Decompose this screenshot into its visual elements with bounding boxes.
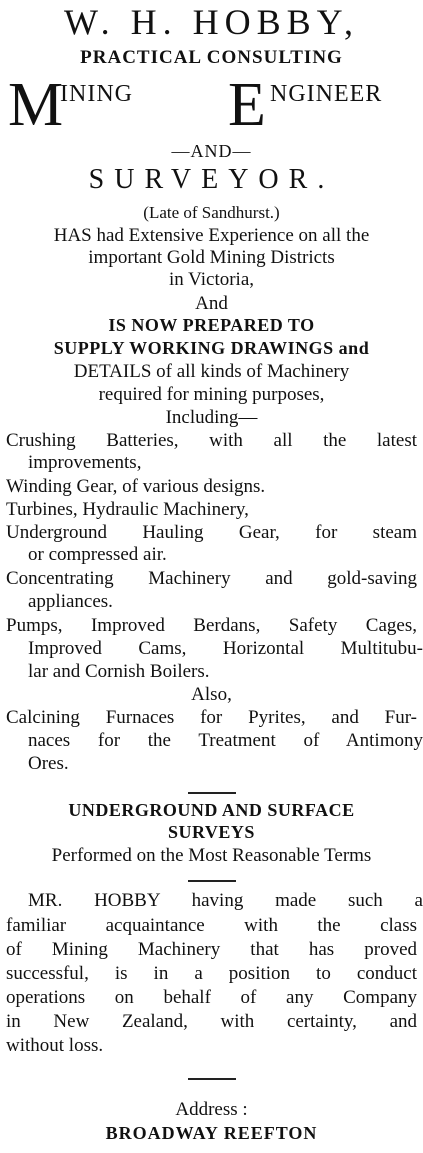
mining-engineer-heading <box>0 71 423 139</box>
divider <box>188 792 236 794</box>
machinery-item: lar and Cornish Boilers. <box>28 661 210 682</box>
paragraph-line: successful, is in a position to conduct <box>6 963 417 984</box>
practical-consulting: PRACTICAL CONSULTING <box>80 47 343 68</box>
experience-line: in Victoria, <box>168 269 255 290</box>
paragraph-line: MR. HOBBY having made such a <box>28 890 423 911</box>
surveyor-heading: SURVEYOR. <box>88 164 335 195</box>
address-value: BROADWAY REEFTON <box>105 1123 318 1143</box>
mining-initial: M <box>8 71 64 139</box>
surveys-heading: SURVEYS <box>168 822 255 842</box>
engineer-rest: NGINEER <box>270 81 383 107</box>
divider <box>188 1078 236 1080</box>
experience-line: important Gold Mining Districts <box>88 247 335 268</box>
paragraph-line: familiar acquaintance with the class <box>6 915 417 936</box>
and-separator: —AND— <box>171 141 252 161</box>
machinery-item: Winding Gear, of various designs. <box>6 476 266 497</box>
machinery-item: or compressed air. <box>28 544 167 565</box>
mining-rest: INING <box>60 81 133 107</box>
prepared-line: DETAILS of all kinds of Machinery <box>73 361 350 382</box>
prepared-line: IS NOW PREPARED TO <box>108 315 315 335</box>
advertiser-name: W. H. HOBBY, <box>63 2 360 42</box>
also-label: Also, <box>191 684 232 705</box>
machinery-item: improvements, <box>28 452 142 473</box>
machinery-item: appliances. <box>28 591 113 612</box>
machinery-item: Pumps, Improved Berdans, Safety Cages, <box>6 615 417 636</box>
prepared-line: SUPPLY WORKING DRAWINGS and <box>53 338 370 358</box>
prepared-line: Including— <box>165 407 258 428</box>
furnace-line: Ores. <box>28 753 69 774</box>
machinery-item: Improved Cams, Horizontal Multitubu- <box>28 638 423 659</box>
paragraph-line: of Mining Machinery that has proved <box>6 939 417 960</box>
machinery-item: Crushing Batteries, with all the latest <box>6 430 417 451</box>
divider <box>188 880 236 882</box>
machinery-item: Turbines, Hydraulic Machinery, <box>6 499 249 520</box>
late-of-sandhurst: (Late of Sandhurst.) <box>143 203 280 222</box>
furnace-line: Calcining Furnaces for Pyrites, and Fur- <box>6 707 417 728</box>
furnace-line: naces for the Treatment of Antimony <box>28 730 423 751</box>
paragraph-line: without loss. <box>6 1035 104 1056</box>
paragraph-line: operations on behalf of any Company <box>6 987 417 1008</box>
experience-line: And <box>195 293 228 314</box>
paragraph-line: in New Zealand, with certainty, and <box>6 1011 417 1032</box>
address-label: Address : <box>175 1099 248 1120</box>
prepared-line: required for mining purposes, <box>98 384 325 405</box>
engineer-initial: E <box>228 71 266 139</box>
surveys-terms: Performed on the Most Reasonable Terms <box>51 845 372 866</box>
machinery-item: Underground Hauling Gear, for steam <box>6 522 417 543</box>
machinery-item: Concentrating Machinery and gold-saving <box>6 568 417 589</box>
surveys-heading: UNDERGROUND AND SURFACE <box>68 800 355 820</box>
experience-line: HAS had Extensive Experience on all the <box>53 225 370 246</box>
